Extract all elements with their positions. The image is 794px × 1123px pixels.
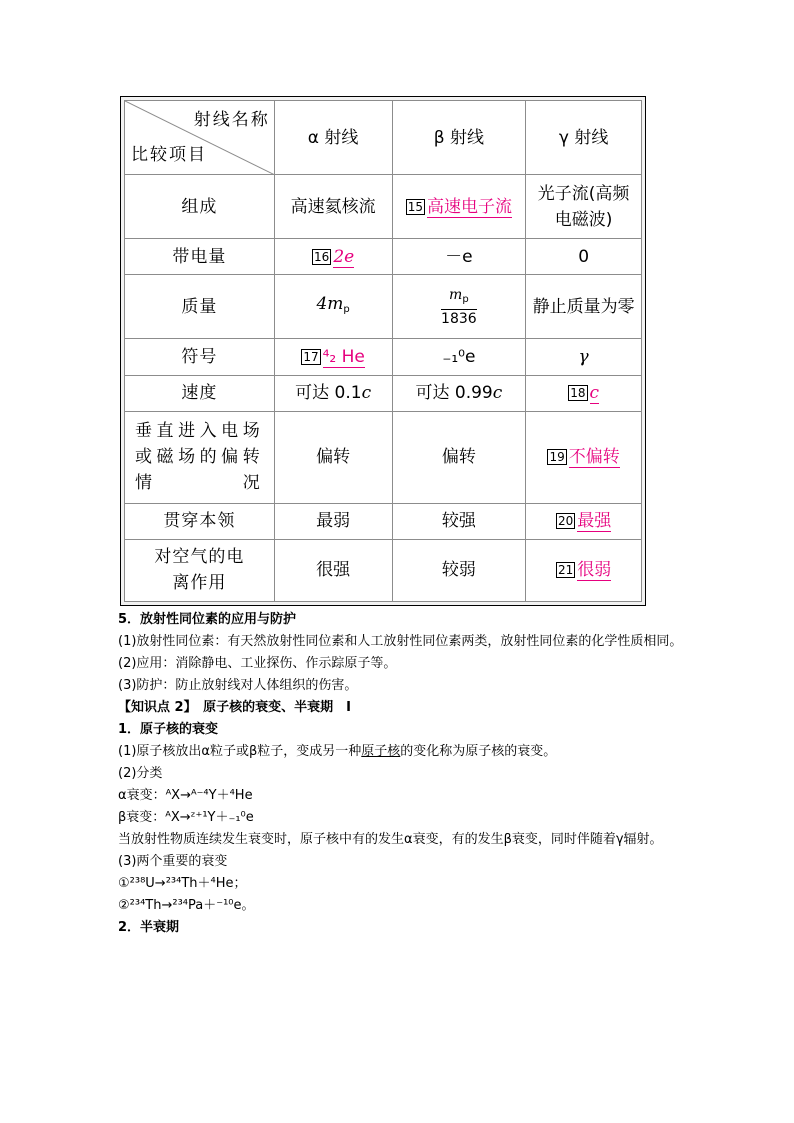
speed-prefix: 可达 0.1 xyxy=(295,383,362,404)
knowledge-point-heading: 【知识点 2】 原子核的衰变、半衰期 I xyxy=(118,700,351,715)
table-row-deflection xyxy=(125,411,642,503)
row-label: 贯穿本领 xyxy=(125,503,275,539)
cell-beta: 较强 xyxy=(392,503,526,539)
answer-text: c xyxy=(589,383,600,404)
body-text xyxy=(118,609,688,939)
beta-decay-equation: β衰变：ᴬX→ᶻ⁺¹Y＋₋₁⁰e xyxy=(118,810,254,825)
cell-gamma: 静止质量为零 xyxy=(526,275,642,339)
mass-fraction xyxy=(441,286,477,328)
col-header-beta: β 射线 xyxy=(392,101,526,175)
table-row-speed xyxy=(125,375,642,411)
table-row-composition xyxy=(125,175,642,239)
cell-alpha xyxy=(274,275,392,339)
answer-text: 最强 xyxy=(577,511,612,532)
cell-gamma xyxy=(526,411,642,503)
table-row-symbol xyxy=(125,339,642,375)
text-run: 的变化称为原子核的衰变。 xyxy=(400,744,557,759)
paragraph xyxy=(118,741,688,763)
paragraph: (2)分类 xyxy=(118,766,163,781)
col-header-gamma: γ 射线 xyxy=(526,101,642,175)
blank-number: 21 xyxy=(557,563,574,578)
table-row-ionization xyxy=(125,539,642,601)
blank-number: 18 xyxy=(570,386,586,401)
text-run: (1)原子核放出α粒子或β粒子，变成另一种 xyxy=(118,744,362,759)
section-title: 2．半衰期 xyxy=(118,920,180,935)
cell-beta xyxy=(392,275,526,339)
cell-alpha: 高速氦核流 xyxy=(274,175,392,239)
cell-alpha: 偏转 xyxy=(274,411,392,503)
cell-beta: ₋₁⁰e xyxy=(392,339,526,375)
table-row-penetration xyxy=(125,503,642,539)
cell-alpha xyxy=(274,339,392,375)
cell-beta: －e xyxy=(392,239,526,275)
radiation-comparison-table xyxy=(124,100,642,602)
table-row-mass xyxy=(125,275,642,339)
section-title: 1．原子核的衰变 xyxy=(118,722,219,737)
decay-equation-1: ①²³⁸U→²³⁴Th＋⁴He； xyxy=(118,876,247,891)
blank-number: 19 xyxy=(549,450,565,465)
mass-value: 4m xyxy=(316,293,344,314)
row-label: 垂直进入电场或磁场的偏转情况 xyxy=(125,411,275,503)
cell-beta: 偏转 xyxy=(392,411,526,503)
blank-number: 17 xyxy=(303,349,319,364)
paragraph: 当放射性物质连续发生衰变时，原子核中有的发生α衰变，有的发生β衰变，同时伴随着γ辐射。 xyxy=(118,832,663,847)
alpha-decay-equation: α衰变：ᴬX→ᴬ⁻⁴Y＋⁴He xyxy=(118,788,253,803)
section-title: 5．放射性同位素的应用与防护 xyxy=(118,612,297,627)
answer-text: 高速电子流 xyxy=(427,196,513,217)
blank-number: 16 xyxy=(314,249,330,264)
paragraph: (3)防护：防止放射线对人体组织的伤害。 xyxy=(118,678,358,693)
cell-gamma xyxy=(526,539,642,601)
corner-top-label: 射线名称 xyxy=(193,110,270,130)
paragraph: (3)两个重要的衰变 xyxy=(118,854,228,869)
cell-gamma: 0 xyxy=(526,239,642,275)
fraction-subscript: p xyxy=(462,293,469,305)
blank-number: 20 xyxy=(557,514,574,529)
cell-gamma: 光子流(高频电磁波) xyxy=(526,175,642,239)
answer-text: 2e xyxy=(333,246,355,267)
row-label: 带电量 xyxy=(125,239,275,275)
cell-gamma xyxy=(526,503,642,539)
corner-bottom-label: 比较项目 xyxy=(131,145,207,166)
blank-number: 15 xyxy=(407,199,424,214)
answer-text: 很弱 xyxy=(577,560,612,581)
cell-beta: 较弱 xyxy=(392,539,526,601)
cell-beta xyxy=(392,175,526,239)
row-label: 质量 xyxy=(125,275,275,339)
comparison-table-frame xyxy=(120,96,646,606)
cell-alpha xyxy=(274,239,392,275)
cell-gamma: γ xyxy=(526,339,642,375)
answer-text: ⁴₂ He xyxy=(322,346,365,367)
fraction-numerator: m xyxy=(449,286,463,303)
paragraph: (2)应用：消除静电、工业探伤、作示踪原子等。 xyxy=(118,656,397,671)
row-label: 符号 xyxy=(125,339,275,375)
paragraph: (1)放射性同位素：有天然放射性同位素和人工放射性同位素两类，放射性同位素的化学性质相同。 xyxy=(118,634,683,649)
row-label: 组成 xyxy=(125,175,275,239)
mass-subscript: p xyxy=(343,303,350,315)
speed-c: c xyxy=(492,383,503,404)
cell-alpha: 很强 xyxy=(274,539,392,601)
speed-prefix: 可达 0.99 xyxy=(415,383,493,404)
underlined-term: 原子核 xyxy=(361,744,401,759)
col-header-alpha: α 射线 xyxy=(274,101,392,175)
cell-beta xyxy=(392,375,526,411)
fraction-denominator: 1836 xyxy=(441,310,477,327)
table-row-charge xyxy=(125,239,642,275)
cell-alpha xyxy=(274,375,392,411)
cell-gamma xyxy=(526,375,642,411)
answer-text: 不偏转 xyxy=(568,447,620,468)
row-label: 速度 xyxy=(125,375,275,411)
speed-c: c xyxy=(361,383,372,404)
row-label: 对空气的电离作用 xyxy=(125,539,275,601)
corner-header-cell xyxy=(125,101,275,175)
decay-equation-2: ②²³⁴Th→²³⁴Pa＋⁻¹⁰e。 xyxy=(118,898,255,913)
cell-alpha: 最弱 xyxy=(274,503,392,539)
